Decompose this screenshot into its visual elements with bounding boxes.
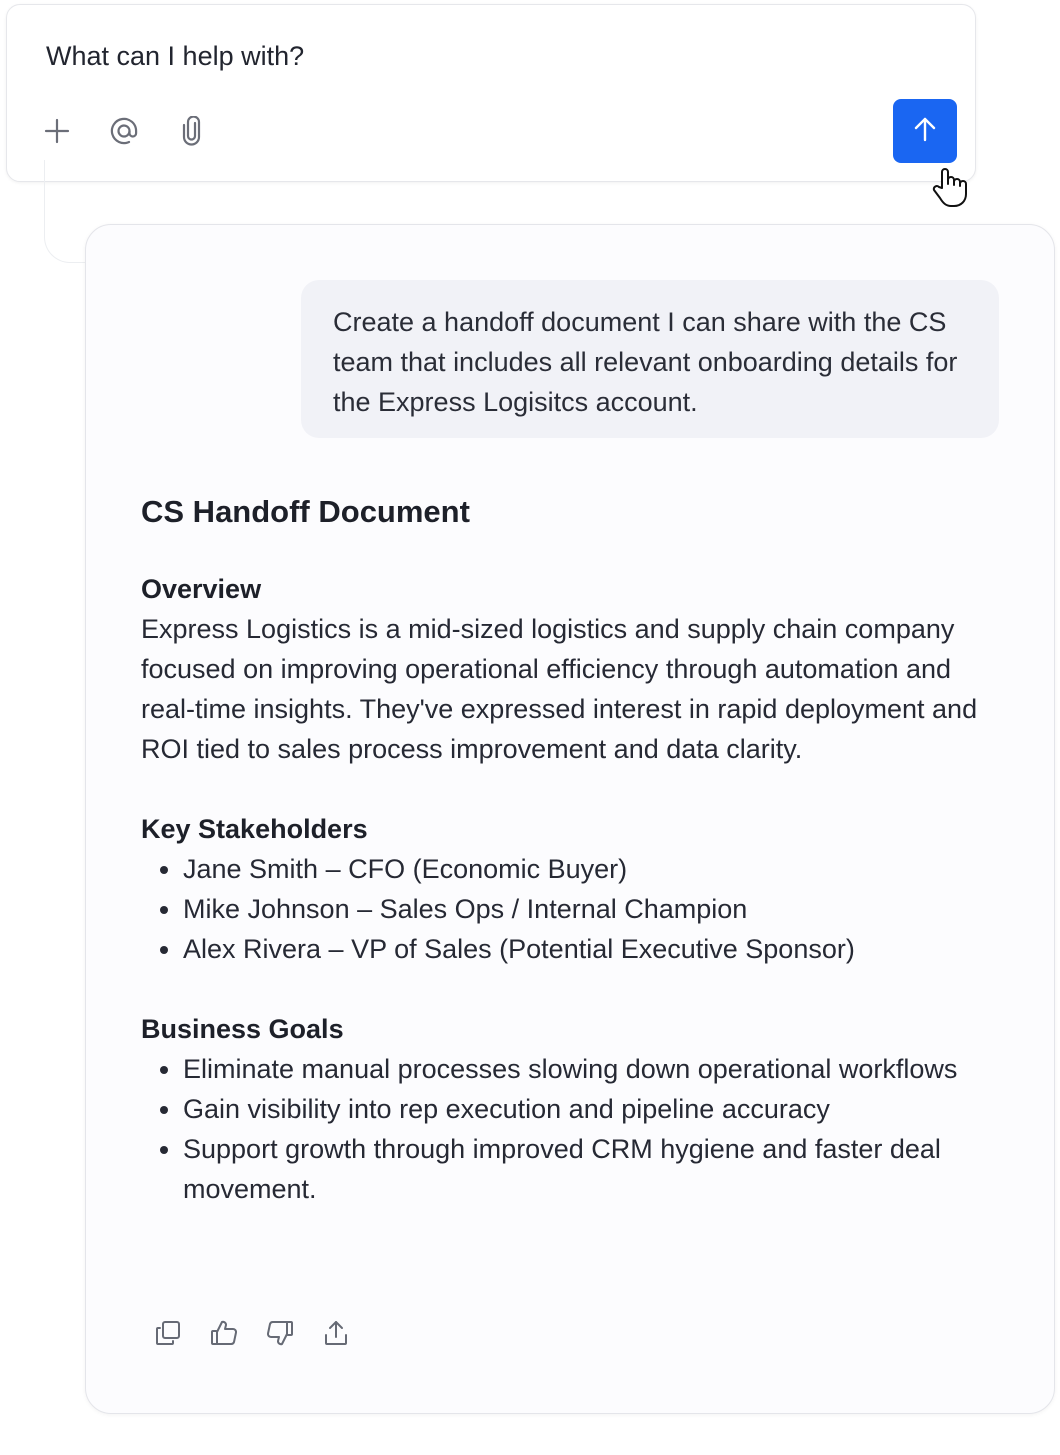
list-item: • Support growth through improved CRM hygiene and faster deal movement. — [183, 1129, 1001, 1209]
chat-composer[interactable] — [6, 4, 976, 182]
share-icon[interactable] — [318, 1315, 354, 1351]
overview-section — [141, 569, 1001, 769]
thumbs-down-icon[interactable] — [262, 1315, 298, 1351]
list-item: • Alex Rivera – VP of Sales (Potential Executive Sponsor) — [183, 929, 1001, 969]
prompt-input[interactable]: What can I help with? — [46, 41, 305, 71]
list-item: • Mike Johnson – Sales Ops / Internal Champion — [183, 889, 1001, 929]
stakeholders-list — [141, 849, 1001, 969]
paperclip-icon[interactable] — [174, 113, 210, 149]
copy-icon[interactable] — [150, 1315, 186, 1351]
response-actions — [150, 1315, 354, 1351]
hand-cursor-icon — [930, 166, 968, 213]
send-button[interactable] — [893, 99, 957, 163]
user-message-bubble: Create a handoff document I can share with the CS team that includes all relevant onboarding details for the Express Logisitcs account. — [301, 280, 999, 438]
plus-icon[interactable] — [39, 113, 75, 149]
overview-heading: Overview — [141, 574, 262, 604]
assistant-response — [141, 493, 1001, 1209]
thumbs-up-icon[interactable] — [206, 1315, 242, 1351]
document-title: CS Handoff Document — [141, 494, 470, 529]
goals-section — [141, 1009, 1001, 1209]
list-item: • Jane Smith – CFO (Economic Buyer) — [183, 849, 1001, 889]
stakeholders-heading: Key Stakeholders — [141, 814, 368, 844]
goals-heading: Business Goals — [141, 1014, 344, 1044]
overview-body: Express Logistics is a mid-sized logistics and supply chain company focused on improving operational efficiency through automation and real-time insights. They've expressed interest in rapid deployment and ROI tied to sales process improvement and data clarity. — [141, 614, 978, 764]
arrow-up-icon — [910, 114, 940, 149]
stakeholders-section — [141, 809, 1001, 969]
conversation-card — [85, 224, 1055, 1414]
list-item: • Eliminate manual processes slowing down operational workflows — [183, 1049, 1001, 1089]
at-icon[interactable] — [106, 113, 142, 149]
goals-list — [141, 1049, 1001, 1209]
list-item: • Gain visibility into rep execution and pipeline accuracy — [183, 1089, 1001, 1129]
